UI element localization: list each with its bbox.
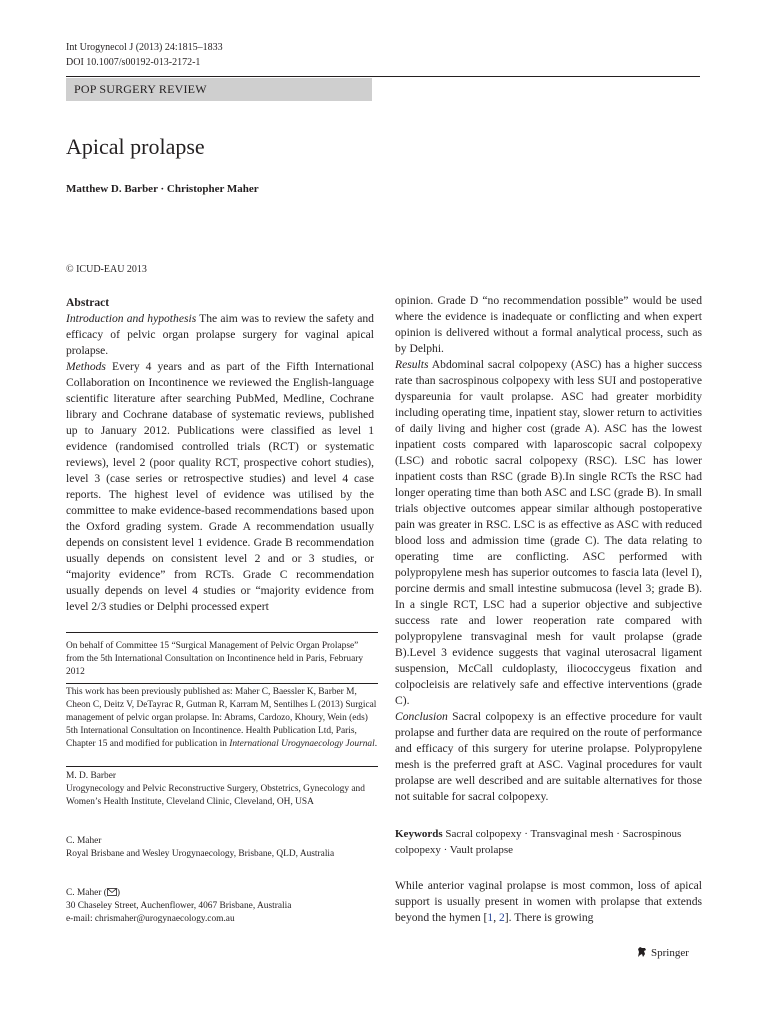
abstract-results bbox=[395, 357, 702, 709]
footnote-separator bbox=[66, 683, 378, 684]
keywords bbox=[395, 826, 702, 858]
introduction-text: The aim was to review the safety and efficacy of pelvic organ prolapse surgery for vaginal apical prolapse. bbox=[66, 312, 374, 357]
introduction-body bbox=[395, 878, 702, 926]
publisher-name: Springer bbox=[651, 947, 689, 959]
abstract-right-column bbox=[395, 293, 702, 805]
journal-name: International Urogynaecology Journal bbox=[229, 739, 375, 749]
header-rule bbox=[66, 76, 700, 77]
methods-continuation: opinion. Grade D “no recommendation possible” would be used where the evidence is inadequate or conflicting and when expert opinion is delivered without a formal analytical process, such as by Delphi. bbox=[395, 294, 702, 355]
doi-line: DOI 10.1007/s00192-013-2172-1 bbox=[66, 57, 201, 68]
keywords-label: Keywords bbox=[395, 828, 443, 840]
intro-text: ]. There is growing bbox=[504, 911, 594, 924]
affiliation-text: Royal Brisbane and Wesley Urogynaecology, Brisbane, QLD, Australia bbox=[66, 849, 335, 859]
results-label: Results bbox=[395, 358, 429, 371]
affiliation-name: C. Maher bbox=[66, 836, 102, 846]
author-list: Matthew D. Barber · Christopher Maher bbox=[66, 183, 259, 195]
reference-link[interactable]: 2 bbox=[499, 911, 505, 924]
methods-label: Methods bbox=[66, 360, 106, 373]
section-banner bbox=[66, 78, 372, 101]
committee-footnote bbox=[66, 640, 378, 679]
publication-footnote bbox=[66, 686, 378, 751]
abstract-left-column bbox=[66, 295, 374, 615]
corresponding-name-text: C. Maher ( bbox=[66, 888, 107, 898]
publication-note bbox=[66, 686, 378, 751]
intro-text: While anterior vaginal prolapse is most common, loss of apical support is usually present in women with prolapse that extends beyond the hymen [ bbox=[395, 879, 702, 924]
affiliation-maher bbox=[66, 835, 378, 861]
reference-link[interactable]: 1 bbox=[487, 911, 494, 924]
affiliation-text: Urogynecology and Pelvic Reconstructive Surgery, Obstetrics, Gynecology and Women’s Health Institute, Cleveland Clinic, Cleveland, OH, USA bbox=[66, 784, 365, 807]
corresponding-name bbox=[66, 887, 378, 900]
abstract-heading: Abstract bbox=[66, 296, 110, 309]
introduction-label: Introduction and hypothesis bbox=[66, 312, 197, 325]
publication-note-end: . bbox=[374, 739, 378, 749]
affiliation-barber bbox=[66, 770, 378, 809]
results-text: Abdominal sacral colpopexy (ASC) has a higher success rate than sacrospinous colpopexy with less SUI and postoperative dyspareunia for vault prolapse. ASC had greater morbidity including operating time, inpatient stay, slower return to activities of daily living and higher cost (grade A). ASC has the lowest inpatient costs compared with laparoscopic sacral colpopexy (LSC) and robotic sacral colpopexy (RSC). LSC has lower inpatient costs than RSC (grade B).In single RCTs the RSC had longer operating time than both ASC and LSC (grade B). In small trials objective outcomes appear similar although postoperative pain was greater in RSC. LSC is as effective as ASC with reduced blood loss and admission time (grade C). The data relating to operating time are conflicting. ASC performed with polypropylene mesh has superior outcomes to fascia lata (level I), porcine dermis and small intestine submucosa (level 3; grade B). In a single RCT, LSC had a superior objective and subjective success rate and lower reoperation rate compared with polypropylene transvaginal mesh for vault prolapse (grade B).Level 3 evidence suggests that vaginal uterosacral ligament suspension, McCall culdoplasty, iliococcygeus fixation and colpocleisis are relatively safe and effective interventions (grade C). bbox=[395, 358, 702, 707]
footnote-rule bbox=[66, 632, 378, 633]
affiliation-name: M. D. Barber bbox=[66, 771, 116, 781]
springer-horse-icon bbox=[636, 946, 648, 961]
article-title: Apical prolapse bbox=[66, 134, 205, 159]
journal-info bbox=[66, 40, 223, 70]
conclusion-label: Conclusion bbox=[395, 710, 448, 723]
section-label: POP SURGERY REVIEW bbox=[74, 82, 207, 96]
copyright-notice: © ICUD-EAU 2013 bbox=[66, 264, 147, 275]
corresponding-email[interactable]: e-mail: chrismaher@urogynaecology.com.au bbox=[66, 914, 235, 924]
journal-citation: Int Urogynecol J (2013) 24:1815–1833 bbox=[66, 42, 223, 53]
intro-text: , bbox=[493, 911, 499, 924]
footnote-separator bbox=[66, 766, 378, 767]
corresponding-name-end: ) bbox=[116, 888, 120, 898]
committee-note: On behalf of Committee 15 “Surgical Management of Pelvic Organ Prolapse” from the 5th International Consultation on Incontinence held in Paris, February 2012 bbox=[66, 641, 364, 677]
abstract-conclusion bbox=[395, 709, 702, 805]
conclusion-text: Sacral colpopexy is an effective procedure for vault prolapse and further data are required on the route of performance and efficacy of this surgery for uterine prolapse. Polypropylene mesh is the preferred graft at ASC. Vaginal procedures for vault prolapse are well described and are suitable alternatives for those not suitable for sacral colpopexy. bbox=[395, 710, 702, 803]
abstract-introduction bbox=[66, 311, 374, 359]
methods-text: Every 4 years and as part of the Fifth International Collaboration on Incontinence we reviewed the English-language scientific literature after searching PubMed, Medline, Cochrane library and Cochrane database of systematic reviews, published up to January 2012. Publications were classified as level 1 evidence (randomised controlled trials (RCT) or systematic reviews), level 2 (poor quality RCT, prospective cohort studies), level 3 (case series or retrospective studies) and level 4 case reports. The highest level of evidence was utilised by the committee to make evidence-based recommendations based upon the Oxford grading system. Grade A recommendation usually depends on consistent level 1 evidence. Grade B recommendation usually depends on consistent level 2 and or 3 studies, or “majority evidence” from RCTs. Grade C recommendation usually depends on level 4 studies or “majority evidence from level 2/3 studies or Delphi processed expert bbox=[66, 360, 374, 613]
publication-note-text: This work has been previously published as: Maher C, Baessler K, Barber M, Cheon C, Deitz V, DeTayrac R, Gutman R, Karram M, Sentilhes L (2013) Surgical management of pelvic organ prolapse. In: Abrams, Cardozo, Khoury, Wein (eds) 5th International Consultation on Incontinence. Health Publication Ltd, Paris, Chapter 15 and modified for publication in bbox=[66, 687, 377, 749]
abstract-methods bbox=[66, 359, 374, 615]
keywords-text: Sacral colpopexy · Transvaginal mesh · Sacrospinous colpopexy · Vault prolapse bbox=[395, 828, 682, 856]
corresponding-address: 30 Chaseley Street, Auchenflower, 4067 Brisbane, Australia bbox=[66, 901, 292, 911]
corresponding-author bbox=[66, 887, 378, 926]
publisher-footer bbox=[636, 946, 689, 961]
envelope-icon bbox=[107, 888, 117, 898]
